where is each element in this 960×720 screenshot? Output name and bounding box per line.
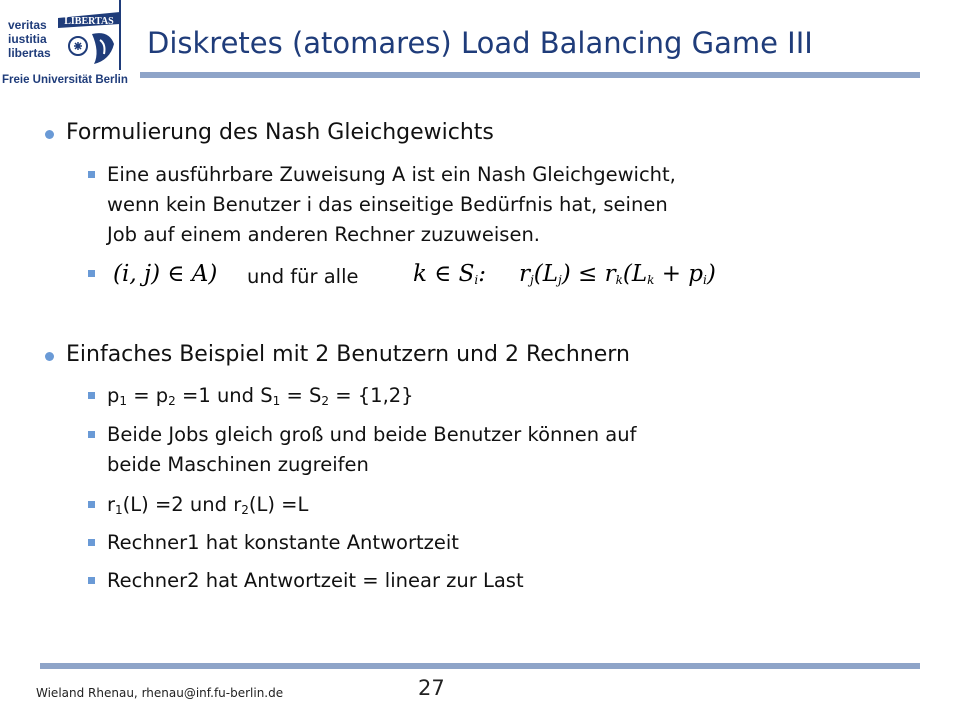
seal-text: LIBERTAS [64, 16, 114, 27]
definition-line-2: wenn kein Benutzer i das einseitige Bedürfnis hat, seinen [107, 193, 668, 216]
slide-title: Diskretes (atomares) Load Balancing Game III [147, 26, 813, 60]
subbullet-r-functions [88, 490, 308, 525]
bullet-text: Einfaches Beispiel mit 2 Benutzern und 2 Rechnern [66, 342, 630, 367]
bullet-square-icon [88, 501, 95, 508]
formula-connector: und für alle [247, 265, 359, 288]
bullet-square-icon [88, 539, 95, 546]
bullet-nash-heading [45, 120, 494, 145]
bullet-square-icon [88, 270, 95, 277]
subbullet-p-values [88, 381, 414, 416]
r-functions-text: $r_1(L) =2$ und $r_2(L) =L$ [107, 493, 309, 517]
bullet-dot-icon [45, 352, 54, 361]
subbullet-rechner2 [88, 566, 524, 596]
footer-divider [40, 663, 920, 669]
formula-k-sub: i [474, 273, 479, 287]
bullet-dot-icon [45, 130, 54, 139]
formula-row [107, 261, 716, 292]
jobs-line-2: beide Maschinen zugreifen [107, 453, 369, 476]
subbullet-definition [88, 160, 676, 250]
bullet-square-icon [88, 577, 95, 584]
footer-author: Wieland Rhenau, rhenau@inf.fu-berlin.de [36, 686, 284, 700]
subbullet-rechner1 [88, 528, 459, 558]
motto-line-1: veritas [8, 18, 47, 32]
bullet-square-icon [88, 431, 95, 438]
formula-k: k ∈ S [413, 261, 475, 287]
rechner2-text: Rechner2 hat Antwortzeit = linear zur Last [107, 569, 524, 592]
bullet-example-heading [45, 342, 630, 367]
formula-k-membership: k ∈ $S_i$: [413, 261, 486, 287]
p-values-text: $p_1 = p_2 =1$ und $S_1 = S_2 = \{1,2\}$ [107, 384, 414, 408]
page-number: 27 [418, 676, 445, 700]
bullet-text: Formulierung des Nash Gleichgewichts [66, 120, 494, 145]
seal-icon [54, 0, 124, 70]
rechner1-text: Rechner1 hat konstante Antwortzeit [107, 531, 459, 554]
bullet-square-icon [88, 392, 95, 399]
university-name: Freie Universität Berlin [2, 74, 128, 86]
university-logo [0, 0, 128, 95]
formula-inequality: $r_j(L_j) \le r_k(L_k + p_i)$ [519, 261, 716, 287]
subbullet-formula [88, 261, 716, 292]
bullet-square-icon [88, 171, 95, 178]
formula-pair: (i, j) ∈ A) [113, 261, 218, 287]
logo-motto [8, 18, 51, 60]
jobs-line-1: Beide Jobs gleich groß und beide Benutzer können auf [107, 423, 637, 446]
motto-line-3: libertas [8, 46, 51, 60]
definition-line-3: Job auf einem anderen Rechner zuzuweisen. [107, 223, 541, 246]
title-divider [140, 72, 920, 78]
motto-line-2: iustitia [8, 32, 47, 46]
definition-line-1: Eine ausführbare Zuweisung A ist ein Nash Gleichgewicht, [107, 163, 676, 186]
subbullet-jobs [88, 420, 636, 480]
